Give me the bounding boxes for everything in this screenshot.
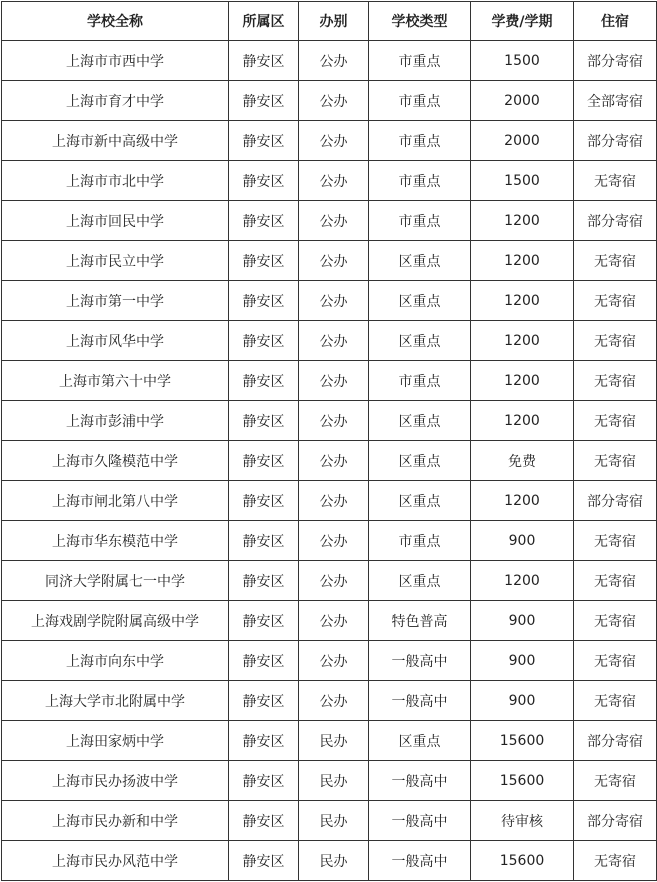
boarding-cell: 部分寄宿 [574,721,657,761]
table-row [2,641,657,681]
tuition-cell: 1200 [471,321,574,361]
school-type-cell: 一般高中 [369,641,471,681]
tuition-cell: 2000 [471,81,574,121]
boarding-cell: 无寄宿 [574,321,657,361]
table-row [2,81,657,121]
table-row [2,281,657,321]
tuition-cell: 1200 [471,561,574,601]
boarding-cell: 无寄宿 [574,521,657,561]
district-cell: 静安区 [229,281,299,321]
district-cell: 静安区 [229,121,299,161]
school-name-cell: 上海市市北中学 [2,161,229,201]
tuition-cell: 900 [471,681,574,721]
ownership-cell: 公办 [299,201,369,241]
header-boarding: 住宿 [574,2,657,41]
boarding-cell: 无寄宿 [574,441,657,481]
district-cell: 静安区 [229,41,299,81]
district-cell: 静安区 [229,801,299,841]
school-type-cell: 区重点 [369,281,471,321]
table-row [2,121,657,161]
school-type-cell: 特色普高 [369,601,471,641]
boarding-cell: 无寄宿 [574,601,657,641]
table-row [2,561,657,601]
tuition-cell: 1200 [471,281,574,321]
tuition-cell: 免费 [471,441,574,481]
table-row [2,681,657,721]
school-type-cell: 市重点 [369,81,471,121]
school-name-cell: 上海市闸北第八中学 [2,481,229,521]
tuition-cell: 900 [471,521,574,561]
school-type-cell: 区重点 [369,561,471,601]
ownership-cell: 公办 [299,441,369,481]
boarding-cell: 无寄宿 [574,241,657,281]
boarding-cell: 无寄宿 [574,761,657,801]
ownership-cell: 公办 [299,241,369,281]
boarding-cell: 无寄宿 [574,681,657,721]
tuition-cell: 15600 [471,841,574,881]
boarding-cell: 部分寄宿 [574,801,657,841]
tuition-cell: 900 [471,641,574,681]
ownership-cell: 民办 [299,721,369,761]
boarding-cell: 部分寄宿 [574,481,657,521]
tuition-cell: 15600 [471,721,574,761]
tuition-cell: 900 [471,601,574,641]
ownership-cell: 公办 [299,521,369,561]
ownership-cell: 公办 [299,281,369,321]
tuition-cell: 1500 [471,41,574,81]
table-row [2,321,657,361]
ownership-cell: 公办 [299,641,369,681]
district-cell: 静安区 [229,81,299,121]
ownership-cell: 公办 [299,121,369,161]
school-type-cell: 一般高中 [369,761,471,801]
school-type-cell: 一般高中 [369,801,471,841]
district-cell: 静安区 [229,841,299,881]
table-row [2,401,657,441]
table-row [2,161,657,201]
school-name-cell: 上海市回民中学 [2,201,229,241]
school-name-cell: 上海市育才中学 [2,81,229,121]
school-name-cell: 上海市第六十中学 [2,361,229,401]
school-type-cell: 一般高中 [369,681,471,721]
table-row [2,41,657,81]
boarding-cell: 全部寄宿 [574,81,657,121]
school-name-cell: 上海市民立中学 [2,241,229,281]
ownership-cell: 公办 [299,561,369,601]
table-row [2,761,657,801]
school-name-cell: 上海市新中高级中学 [2,121,229,161]
school-name-cell: 上海田家炳中学 [2,721,229,761]
district-cell: 静安区 [229,401,299,441]
boarding-cell: 无寄宿 [574,641,657,681]
tuition-cell: 15600 [471,761,574,801]
school-type-cell: 区重点 [369,401,471,441]
school-type-cell: 市重点 [369,201,471,241]
school-name-cell: 上海市民办风范中学 [2,841,229,881]
ownership-cell: 公办 [299,361,369,401]
table-row [2,241,657,281]
tuition-cell: 待审核 [471,801,574,841]
ownership-cell: 公办 [299,81,369,121]
school-name-cell: 上海市市西中学 [2,41,229,81]
district-cell: 静安区 [229,761,299,801]
tuition-cell: 1200 [471,401,574,441]
ownership-cell: 民办 [299,761,369,801]
district-cell: 静安区 [229,201,299,241]
school-type-cell: 区重点 [369,441,471,481]
table-row [2,481,657,521]
ownership-cell: 民办 [299,801,369,841]
district-cell: 静安区 [229,641,299,681]
boarding-cell: 部分寄宿 [574,201,657,241]
district-cell: 静安区 [229,241,299,281]
table-row [2,201,657,241]
table-row [2,521,657,561]
ownership-cell: 公办 [299,161,369,201]
school-type-cell: 区重点 [369,481,471,521]
school-name-cell: 上海市第一中学 [2,281,229,321]
tuition-cell: 1200 [471,201,574,241]
table-row [2,721,657,761]
school-type-cell: 区重点 [369,241,471,281]
boarding-cell: 无寄宿 [574,281,657,321]
tuition-cell: 2000 [471,121,574,161]
district-cell: 静安区 [229,601,299,641]
district-cell: 静安区 [229,441,299,481]
boarding-cell: 部分寄宿 [574,121,657,161]
school-name-cell: 上海市向东中学 [2,641,229,681]
tuition-cell: 1200 [471,361,574,401]
boarding-cell: 无寄宿 [574,161,657,201]
school-type-cell: 区重点 [369,721,471,761]
school-type-cell: 市重点 [369,41,471,81]
school-name-cell: 上海市民办新和中学 [2,801,229,841]
ownership-cell: 公办 [299,601,369,641]
school-type-cell: 市重点 [369,161,471,201]
boarding-cell: 无寄宿 [574,561,657,601]
table-row [2,441,657,481]
table-row [2,361,657,401]
ownership-cell: 公办 [299,481,369,521]
school-type-cell: 区重点 [369,321,471,361]
school-name-cell: 上海大学市北附属中学 [2,681,229,721]
header-ownership: 办别 [299,2,369,41]
school-type-cell: 市重点 [369,121,471,161]
school-type-cell: 市重点 [369,521,471,561]
tuition-cell: 1500 [471,161,574,201]
district-cell: 静安区 [229,321,299,361]
ownership-cell: 公办 [299,401,369,441]
district-cell: 静安区 [229,481,299,521]
table-row [2,801,657,841]
header-tuition: 学费/学期 [471,2,574,41]
boarding-cell: 无寄宿 [574,841,657,881]
ownership-cell: 公办 [299,321,369,361]
header-school-type: 学校类型 [369,2,471,41]
header-school-name: 学校全称 [2,2,229,41]
school-name-cell: 上海市民办扬波中学 [2,761,229,801]
district-cell: 静安区 [229,681,299,721]
table-row [2,841,657,881]
district-cell: 静安区 [229,361,299,401]
school-name-cell: 上海市久隆模范中学 [2,441,229,481]
boarding-cell: 无寄宿 [574,401,657,441]
tuition-cell: 1200 [471,481,574,521]
school-table [1,1,657,881]
school-name-cell: 上海市风华中学 [2,321,229,361]
ownership-cell: 民办 [299,841,369,881]
school-type-cell: 市重点 [369,361,471,401]
table-row [2,601,657,641]
table-body [2,41,657,881]
district-cell: 静安区 [229,721,299,761]
boarding-cell: 无寄宿 [574,361,657,401]
school-name-cell: 上海市彭浦中学 [2,401,229,441]
ownership-cell: 公办 [299,41,369,81]
school-name-cell: 上海戏剧学院附属高级中学 [2,601,229,641]
school-type-cell: 一般高中 [369,841,471,881]
district-cell: 静安区 [229,521,299,561]
header-row [2,2,657,41]
tuition-cell: 1200 [471,241,574,281]
school-name-cell: 上海市华东模范中学 [2,521,229,561]
ownership-cell: 公办 [299,681,369,721]
boarding-cell: 部分寄宿 [574,41,657,81]
school-name-cell: 同济大学附属七一中学 [2,561,229,601]
district-cell: 静安区 [229,161,299,201]
header-district: 所属区 [229,2,299,41]
district-cell: 静安区 [229,561,299,601]
